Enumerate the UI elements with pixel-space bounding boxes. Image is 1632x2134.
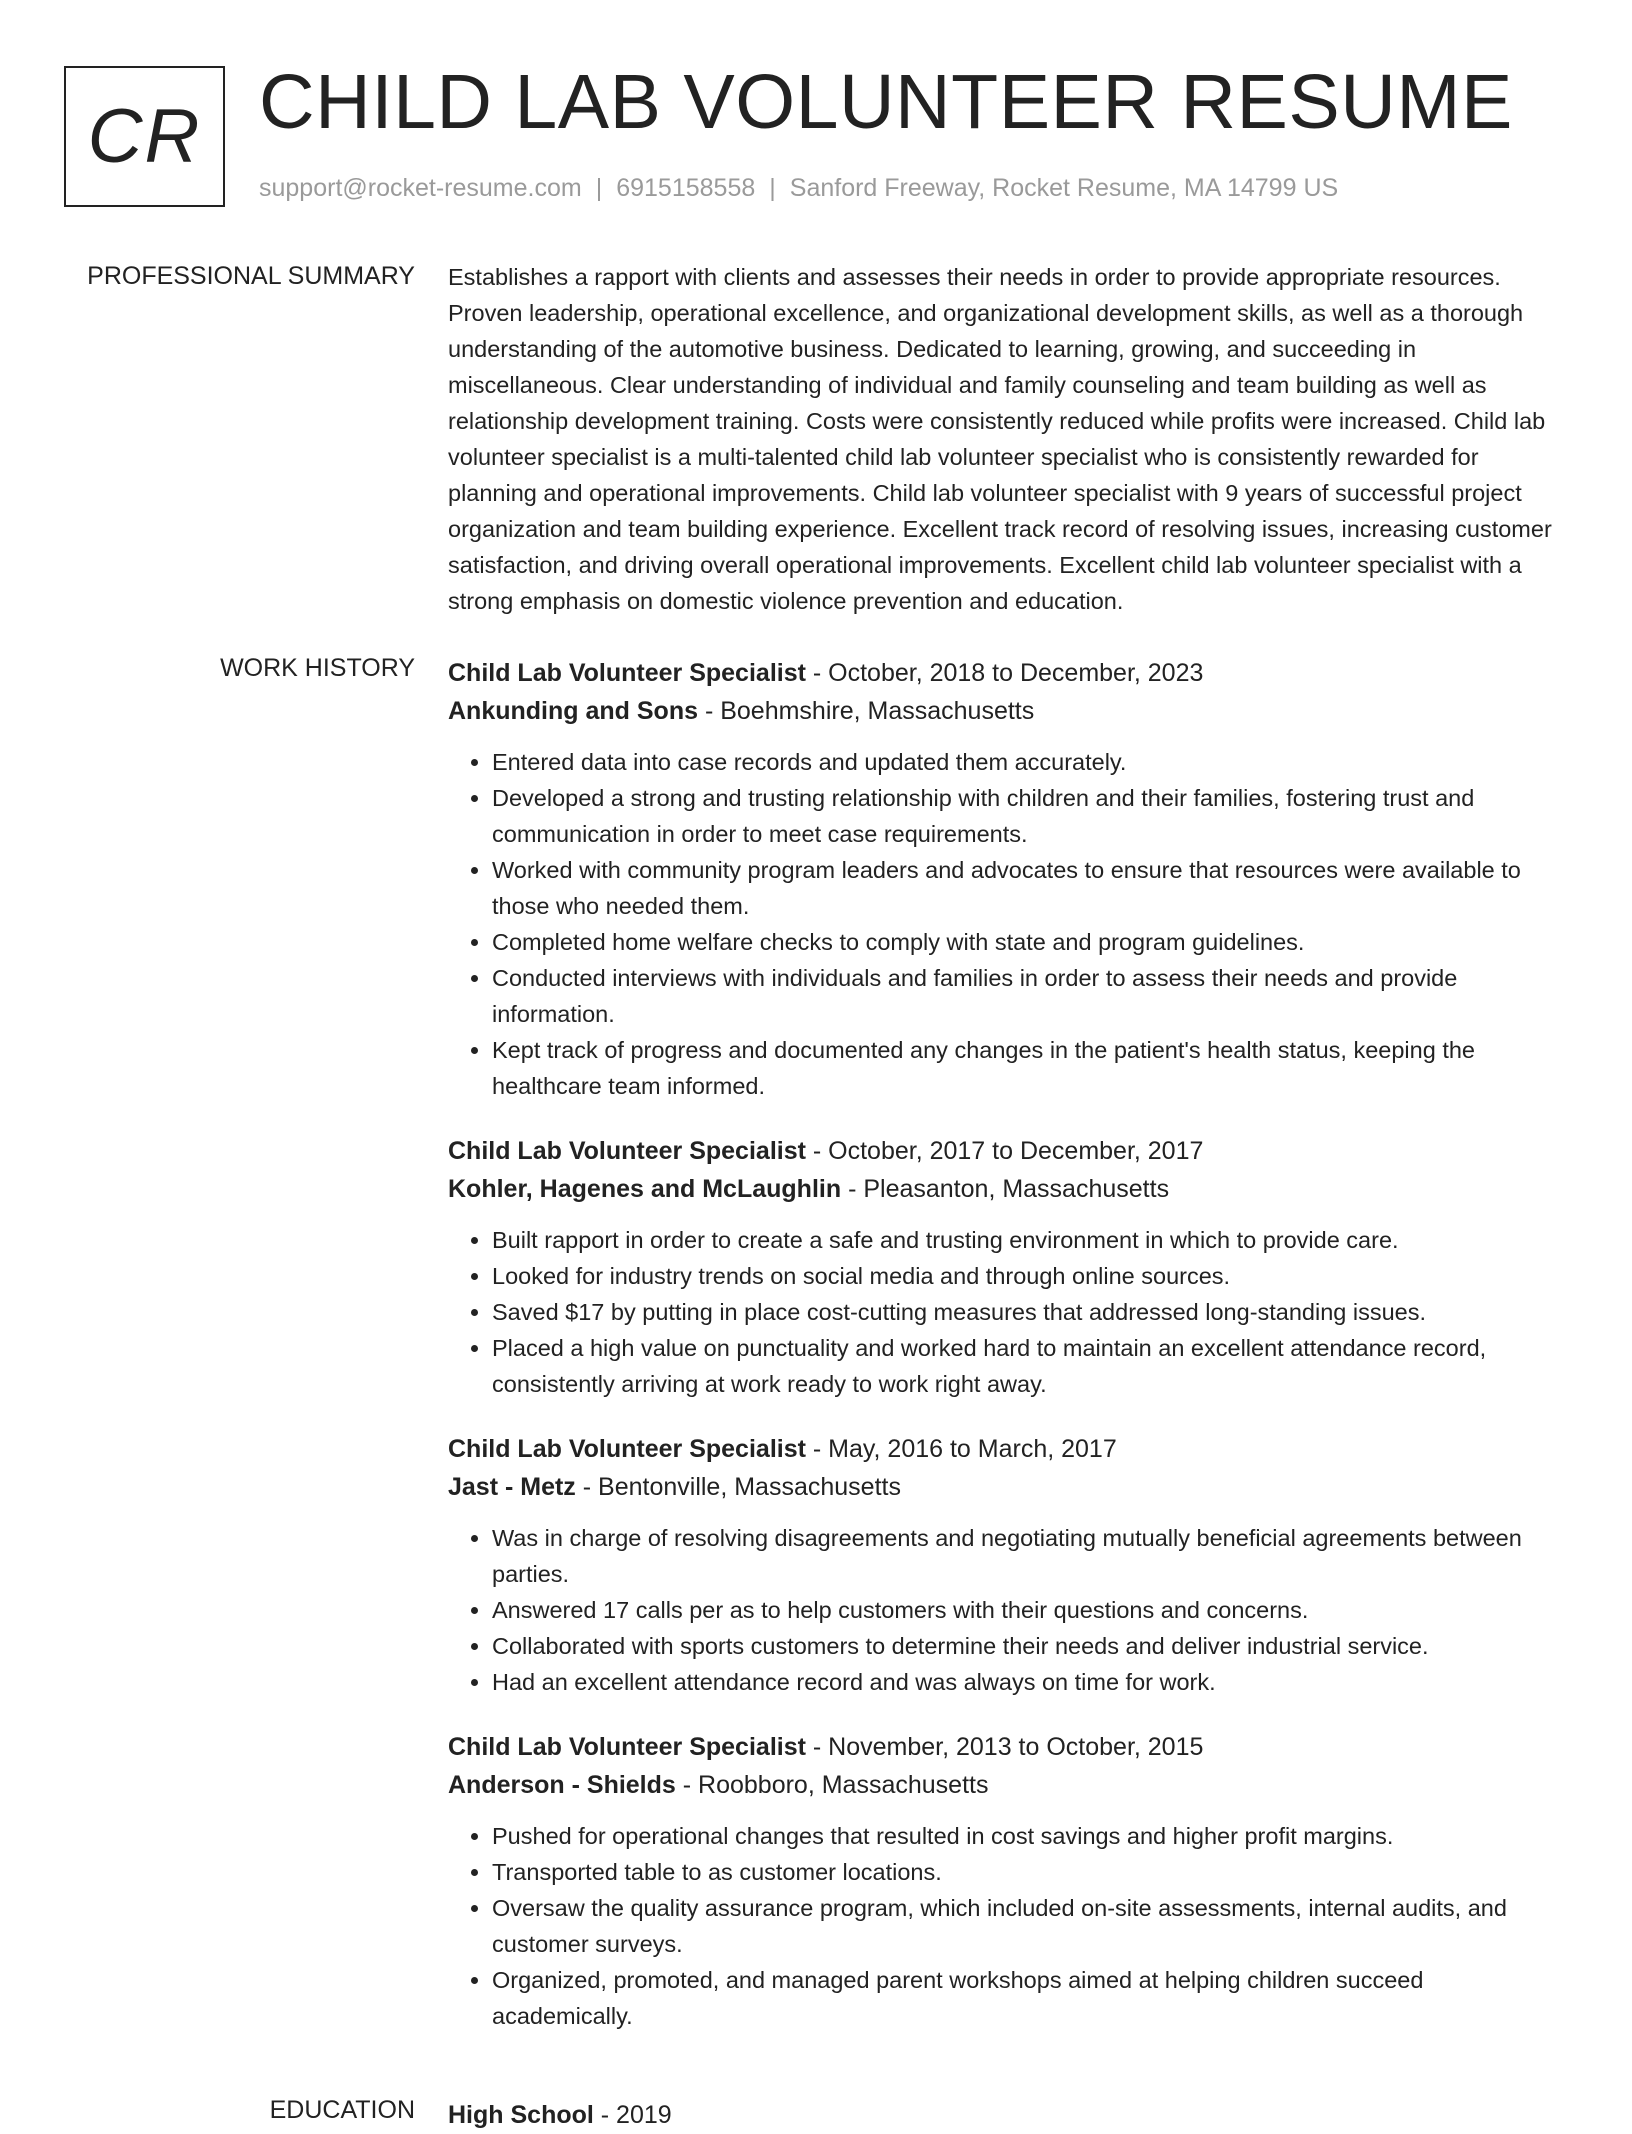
job-bullets: [448, 1818, 1568, 2034]
monogram-initials: CR: [87, 94, 202, 179]
job-location: - Boehmshire, Massachusetts: [698, 697, 1035, 725]
job-location: - Bentonville, Massachusetts: [575, 1473, 901, 1501]
education-degree: High School: [448, 2101, 594, 2129]
summary-heading: PROFESSIONAL SUMMARY: [87, 262, 415, 290]
job-entry: [448, 1728, 1568, 2034]
job-dates: - November, 2013 to October, 2015: [805, 1733, 1204, 1761]
bullet-item: • Transported table to as customer locations.: [492, 1854, 1568, 1890]
bullet-item: • Oversaw the quality assurance program, which included on-site assessments, internal audits, and customer surveys.: [492, 1890, 1568, 1962]
contact-email[interactable]: support@rocket-resume.com: [259, 174, 582, 202]
job-company: Anderson - Shields: [448, 1771, 676, 1799]
job-entry: [448, 1132, 1568, 1402]
job-dates: - October, 2017 to December, 2017: [805, 1137, 1204, 1165]
bullet-item: • Looked for industry trends on social media and through online sources.: [492, 1258, 1568, 1294]
bullet-item: • Placed a high value on punctuality and worked hard to maintain an excellent attendance record, consistently arriving at work ready to work right away.: [492, 1330, 1568, 1402]
monogram-logo: [64, 66, 225, 207]
job-company-line: [448, 1468, 1568, 1506]
job-dates: - October, 2018 to December, 2023: [805, 659, 1204, 687]
contact-address: Sanford Freeway, Rocket Resume, MA 14799 US: [789, 174, 1339, 202]
job-entry: [448, 654, 1568, 1104]
bullet-item: • Answered 17 calls per as to help customers with their questions and concerns.: [492, 1592, 1568, 1628]
contact-line: [259, 174, 1338, 203]
job-company-line: [448, 692, 1568, 730]
work-history-body: [448, 654, 1568, 2062]
job-entry: [448, 1430, 1568, 1700]
job-bullets: [448, 1520, 1568, 1700]
bullet-item: • Organized, promoted, and managed parent workshops aimed at helping children succeed academically.: [492, 1962, 1568, 2034]
job-location: - Roobboro, Massachusetts: [675, 1771, 989, 1799]
job-title: Child Lab Volunteer Specialist: [448, 659, 806, 687]
job-location: - Pleasanton, Massachusetts: [841, 1175, 1170, 1203]
job-company-line: [448, 1170, 1568, 1208]
bullet-item: • Conducted interviews with individuals and families in order to assess their needs and provide information.: [492, 960, 1568, 1032]
job-company-line: [448, 1766, 1568, 1804]
job-bullets: [448, 1222, 1568, 1402]
job-dates: - May, 2016 to March, 2017: [805, 1435, 1117, 1463]
work-history-heading: WORK HISTORY: [220, 654, 415, 682]
bullet-item: • Built rapport in order to create a safe and trusting environment in which to provide care.: [492, 1222, 1568, 1258]
summary-text: Establishes a rapport with clients and assesses their needs in order to provide appropriate resources. Proven leadership, operational excellence, and organizational development skills, as well as a thorough understanding of the automotive business. Dedicated to learning, growing, and succeeding in miscellaneous. Clear understanding of individual and family counseling and team building as well as relationship development training. Costs were consistently reduced while profits were increased. Child lab volunteer specialist is a multi-talented child lab volunteer specialist who is consistently rewarded for planning and operational improvements. Child lab volunteer specialist with 9 years of successful project organization and team building experience. Excellent track record of resolving issues, increasing customer satisfaction, and driving overall operational improvements. Excellent child lab volunteer specialist with a strong emphasis on domestic violence prevention and education.: [448, 264, 1552, 614]
bullet-item: • Developed a strong and trusting relationship with children and their families, fostering trust and communication in order to meet case requirements.: [492, 780, 1568, 852]
bullet-item: • Worked with community program leaders and advocates to ensure that resources were available to those who needed them.: [492, 852, 1568, 924]
bullet-item: • Pushed for operational changes that resulted in cost savings and higher profit margins.: [492, 1818, 1568, 1854]
education-heading: EDUCATION: [269, 2096, 415, 2124]
contact-phone[interactable]: 6915158558: [616, 174, 756, 202]
job-title: Child Lab Volunteer Specialist: [448, 1733, 806, 1761]
resume-title: CHILD LAB VOLUNTEER RESUME: [259, 59, 1513, 145]
education-line: [448, 2096, 1568, 2134]
job-bullets: [448, 744, 1568, 1104]
bullet-item: • Saved $17 by putting in place cost-cutting measures that addressed long-standing issues.: [492, 1294, 1568, 1330]
contact-separator: |: [595, 174, 603, 202]
job-title-line: [448, 1430, 1568, 1468]
job-title-line: [448, 654, 1568, 692]
job-company: Kohler, Hagenes and McLaughlin: [448, 1175, 842, 1203]
job-company: Jast - Metz: [448, 1473, 576, 1501]
job-title: Child Lab Volunteer Specialist: [448, 1137, 806, 1165]
bullet-item: • Was in charge of resolving disagreements and negotiating mutually beneficial agreements between parties.: [492, 1520, 1568, 1592]
bullet-item: • Collaborated with sports customers to determine their needs and deliver industrial service.: [492, 1628, 1568, 1664]
bullet-item: • Had an excellent attendance record and was always on time for work.: [492, 1664, 1568, 1700]
job-title-line: [448, 1728, 1568, 1766]
bullet-item: • Kept track of progress and documented any changes in the patient's health status, keeping the healthcare team informed.: [492, 1032, 1568, 1104]
job-title: Child Lab Volunteer Specialist: [448, 1435, 806, 1463]
job-company: Ankunding and Sons: [448, 697, 698, 725]
education-year: - 2019: [593, 2101, 672, 2129]
job-title-line: [448, 1132, 1568, 1170]
bullet-item: • Completed home welfare checks to comply with state and program guidelines.: [492, 924, 1568, 960]
summary-body: [448, 262, 1568, 619]
bullet-item: • Entered data into case records and updated them accurately.: [492, 744, 1568, 780]
education-body: [448, 2096, 1568, 2134]
contact-separator: |: [769, 174, 776, 202]
